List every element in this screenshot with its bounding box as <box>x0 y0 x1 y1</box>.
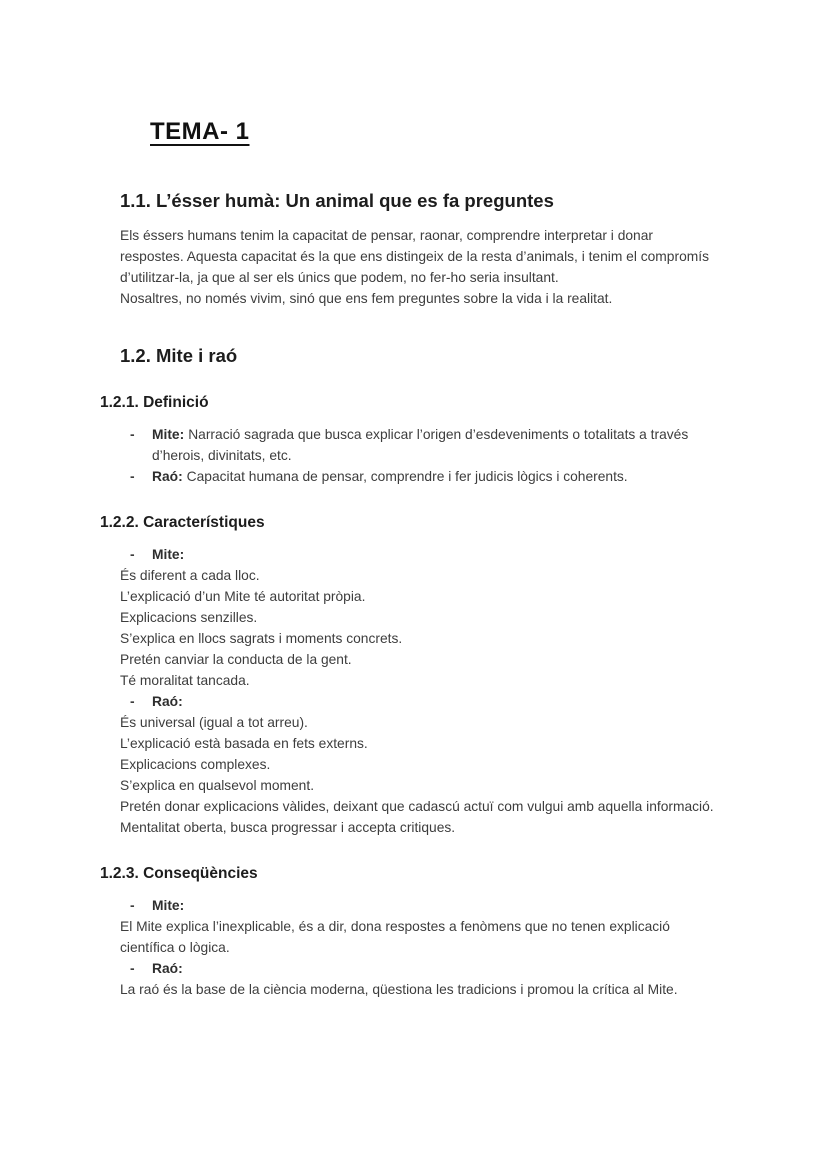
term-label-mite: Mite: <box>152 427 185 442</box>
list-item-mite-caracteristiques <box>130 544 720 565</box>
rao-characteristics-list <box>120 712 720 838</box>
text-line: Explicacions senzilles. <box>120 610 258 625</box>
list-item-mite-definition <box>130 424 720 466</box>
term-label-rao: Raó: <box>152 469 183 484</box>
text-line: Pretén donar explicacions vàlides, deixant que cadascú actuï com vulgui amb aquella informació. <box>120 799 714 814</box>
text-line: És universal (igual a tot arreu). <box>120 715 308 730</box>
bullet-dash: - <box>130 547 135 562</box>
list-item-rao-consequencies <box>130 958 720 979</box>
bullet-dash: - <box>130 694 135 709</box>
text-line: Té moralitat tancada. <box>120 673 250 688</box>
text-line: S’explica en llocs sagrats i moments concrets. <box>120 631 403 646</box>
doc-title: TEMA- 1 <box>150 118 250 145</box>
subsection-heading-1-2-3: 1.2.3. Conseqüències <box>100 865 258 882</box>
bullet-dash: - <box>130 898 135 913</box>
section-heading-1-2: 1.2. Mite i raó <box>120 345 238 366</box>
section-heading-1-1: 1.1. L’ésser humà: Un animal que es fa preguntes <box>120 190 554 211</box>
list-item-rao-definition <box>130 466 720 487</box>
text-line: L’explicació d’un Mite té autoritat pròpia. <box>120 589 366 604</box>
list-item-mite-consequencies <box>130 895 720 916</box>
term-text: Capacitat humana de pensar, comprendre i fer judicis lògics i coherents. <box>186 469 628 484</box>
list-item-content <box>152 424 720 466</box>
term-text: Narració sagrada que busca explicar l’origen d’esdeveniments o totalitats a través d’herois, divinitats, etc. <box>152 427 689 463</box>
paragraph-1-1-b: Nosaltres, no només vivim, sinó que ens fem preguntes sobre la vida i la realitat. <box>120 291 613 306</box>
definition-list <box>120 424 720 487</box>
mite-consequencies-text: El Mite explica l’inexplicable, és a dir, dona respostes a fenòmens que no tenen explicació científica o lògica. <box>120 919 670 955</box>
bullet-dash: - <box>130 469 135 484</box>
paragraph-1-1-a: Els éssers humans tenim la capacitat de pensar, raonar, comprendre interpretar i donar respostes. Aquesta capacitat és la que ens distingeix de la resta d’animals, i tenim el compromís d’utilitzar-la, ja que al ser els únics que podem, no fer-ho seria insultant. <box>120 228 709 285</box>
subsection-heading-1-2-2: 1.2.2. Característiques <box>100 514 265 531</box>
bullet-dash: - <box>130 961 135 976</box>
list-item-rao-caracteristiques <box>130 691 720 712</box>
term-label-rao: Raó: <box>152 694 183 709</box>
text-line: Mentalitat oberta, busca progressar i accepta critiques. <box>120 820 456 835</box>
rao-consequencies-text: La raó és la base de la ciència moderna, qüestiona les tradicions i promou la crítica al Mite. <box>120 982 678 997</box>
text-line: Pretén canviar la conducta de la gent. <box>120 652 352 667</box>
bullet-dash: - <box>130 427 135 442</box>
mite-characteristics-list <box>120 565 720 691</box>
list-item-content <box>152 466 720 487</box>
term-label-mite: Mite: <box>152 547 185 562</box>
text-line: És diferent a cada lloc. <box>120 568 260 583</box>
term-label-rao: Raó: <box>152 961 183 976</box>
subsection-heading-1-2-1: 1.2.1. Definició <box>100 394 209 411</box>
text-line: S’explica en qualsevol moment. <box>120 778 315 793</box>
text-line: Explicacions complexes. <box>120 757 271 772</box>
text-line: L’explicació està basada en fets externs. <box>120 736 368 751</box>
term-label-mite: Mite: <box>152 898 185 913</box>
